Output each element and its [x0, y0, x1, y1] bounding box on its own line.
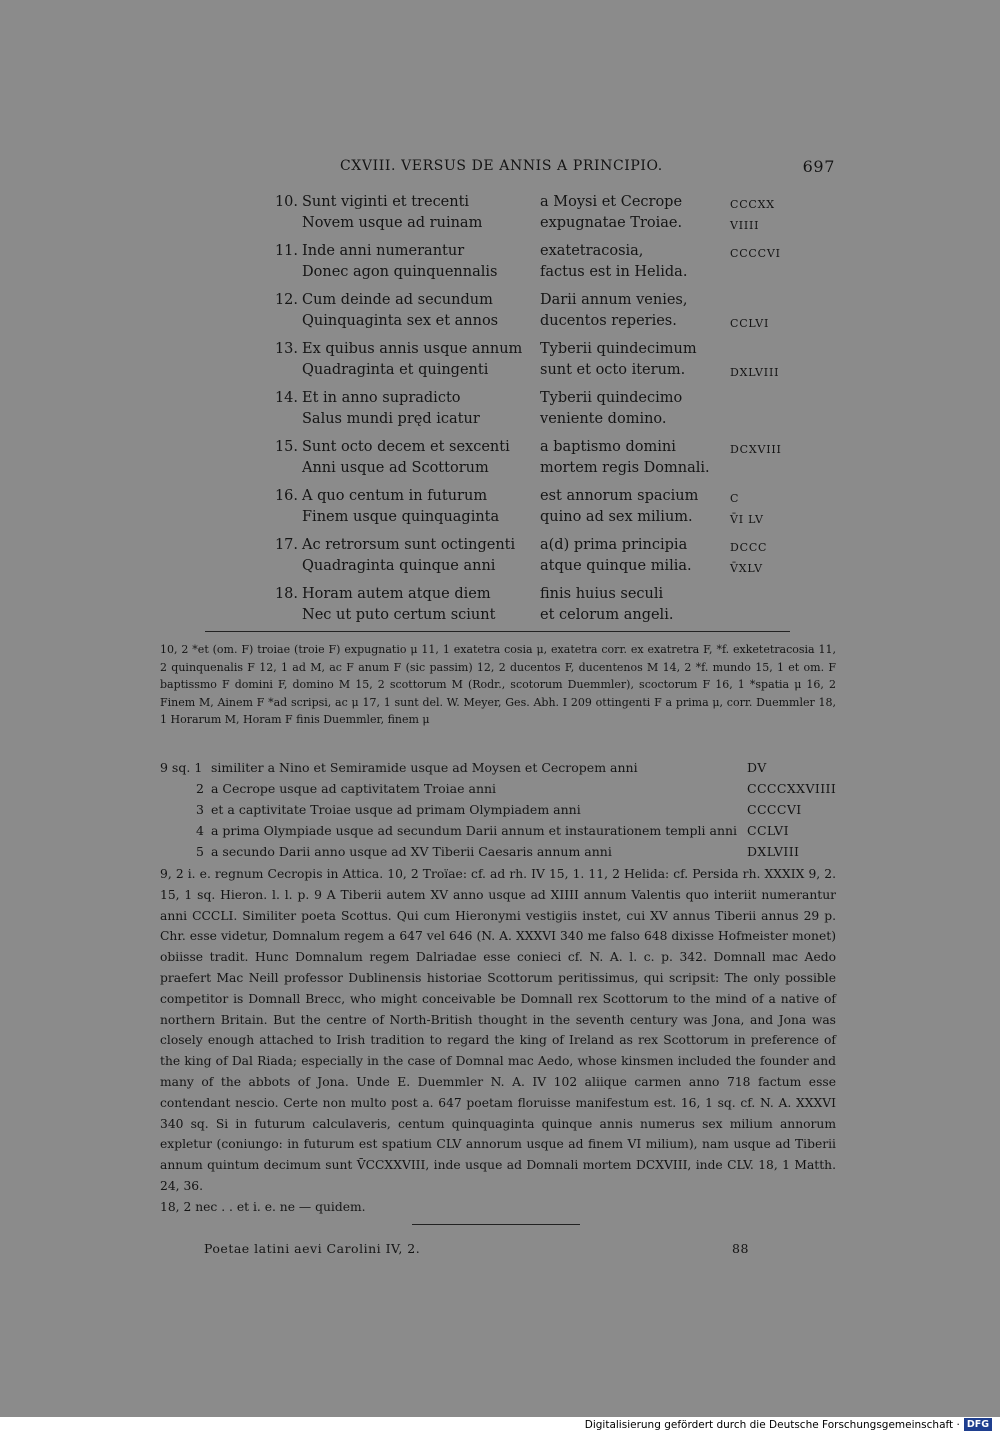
verse-line: Salus mundi pręd icatur [302, 411, 480, 427]
verse-line: et celorum angeli. [540, 607, 674, 623]
verse-line: factus est in Helida. [540, 264, 688, 280]
margin-numeral: DCCC [730, 541, 768, 554]
page-number: 697 [802, 157, 835, 176]
verse-line: Ex quibus annis usque annum [302, 341, 523, 357]
verse-line: sunt et octo iterum. [540, 362, 686, 378]
verse-line: expugnatae Troiae. [540, 215, 683, 231]
margin-numeral: V̄I LV [730, 513, 764, 526]
verse-number: 12. [274, 292, 298, 308]
row-text: a secundo Darii anno usque ad XV Tiberii Caesaris annum anni [211, 844, 612, 859]
verse-line: veniente domino. [540, 411, 667, 427]
verse-number: 16. [274, 488, 298, 504]
critical-apparatus [160, 641, 836, 729]
dfg-logo: DFG [964, 1418, 992, 1431]
computation-row [160, 823, 836, 844]
row-index: 4 [196, 823, 204, 838]
row-text: similiter a Nino et Semiramide usque ad Moysen et Cecropem anni [211, 760, 638, 775]
verse-line: Quinquaginta sex et annos [302, 313, 499, 329]
verse-number: 13. [274, 341, 298, 357]
verse-line: Tyberii quindecimum [540, 341, 697, 357]
margin-numeral: CCLVI [730, 317, 770, 330]
commentary-paragraph: 9, 2 i. e. regnum Cecropis in Attica. 10, 2 Troïae: cf. ad rh. IV 15, 1. 11, 2 Helida: cf. Persida rh. XXXIX 9, 2. 15, 1 sq. Hieron. l. l. p. 9 A Tiberii autem XV anno usque ad XIIII annum Valentis quo interiit numerantur anni CCCLI. Similiter poeta Scottus. Qui cum Hieronymi vestigiis instet, cui XV annus Tiberii annus 29 p. Chr. esse videtur, Domnalum regem a 647 vel 646 (N. A. XXXVI 340 me falso 648 dixisse Hofmeister monet) obiisse tradit. Hunc Domnalum regem Dalriadae esse conieci cf. N. A. l. c. p. 342. Domnall mac Aedo praefert Mac Neill professor Dublinensis historiae Scottorum peritissimus, qui scripsit: The only possible competitor is Domnall Brecc, who might conceivable be Domnall rex Scottorum to the mind of a native of northern Britain. But the centre of North-British thought in the seventh century was Jona, and Jona was closely enough attached to Irish tradition to regard the king of Ireland as rex Scottorum in preference of the king of Dal Riada; especially in the case of Domnal mac Aedo, whose kinsmen included the founder and many of the abbots of Jona. Unde E. Duemmler N. A. IV 102 aliique carmen anno 718 factum esse contendant nescio. Certe non multo post a. 647 poetam floruisse manifestum est. 16, 1 sq. cf. N. A. XXXVI 340 sq. Si in futurum calculaveris, centum quinquaginta quinque annis numerus sex milium annorum expletur (coniungo: in futurum est spatium CLV annorum usque ad finem VI milium), nam usque ad Tiberii annum quintum decimum sunt V̄CCXXVIII, inde usque ad Domnali mortem DCXVIII, inde CLV. 18, 1 Matth. 24, 36. [160, 867, 836, 1193]
row-prefix: 9 sq. [160, 760, 191, 775]
margin-numeral: VIIII [730, 219, 760, 232]
verse-line: Horam autem atque diem [302, 586, 491, 602]
verse-number: 10. [274, 194, 298, 210]
verse-line: A quo centum in futurum [302, 488, 488, 504]
footer-divider [412, 1224, 580, 1225]
margin-numeral: C [730, 492, 740, 505]
digitization-credit [585, 1418, 992, 1434]
computation-table [160, 760, 836, 865]
row-text: et a captivitate Troiae usque ad primam Olympiadem anni [211, 802, 581, 817]
verse-line: Darii annum venies, [540, 292, 688, 308]
commentary-notes [160, 864, 836, 1218]
verse-line: est annorum spacium [540, 488, 699, 504]
apparatus-divider [205, 631, 790, 632]
running-title: CXVIII. VERSUS DE ANNIS A PRINCIPIO. [340, 158, 663, 174]
verse-line: Sunt octo decem et sexcenti [302, 439, 510, 455]
verse-line: a(d) prima principia [540, 537, 688, 553]
verse-line: Tyberii quindecimo [540, 390, 683, 406]
verse-line: ducentos reperies. [540, 313, 677, 329]
verse-stanza [270, 339, 790, 388]
verse-line: Ac retrorsum sunt octingenti [302, 537, 516, 553]
verse-number: 17. [274, 537, 298, 553]
credit-text: Digitalisierung gefördert durch die Deutsche Forschungsgemeinschaft · [584, 1419, 960, 1431]
row-value: CCLVI [747, 823, 789, 838]
row-value: CCCCXXVIIII [747, 781, 837, 796]
verse-stanza [270, 241, 790, 290]
verse-stanza [270, 388, 790, 437]
computation-row [160, 802, 836, 823]
apparatus-text: 10, 2 *et (om. F) troiae (troie F) expugnatio μ 11, 1 exatetra cosia μ, exatetra corr. ex exatretra F, *f. exketetracosia 11, 2 quinquenalis F 12, 1 ad M, ac F anum F (sic passim) 12, 2 ducentos F, ducentenos M 14, 2 *f. mundo 15, 1 et om. F baptissmo F domini F, domino M 15, 2 scottorum M (Rodr., scotorum Duemmler), scoctorum F 16, 1 *spatia μ 16, 2 Finem M, Ainem F *ad scripsi, ac μ 17, 1 sunt del. W. Meyer, Ges. Abh. I 209 ottingenti F a prima μ, corr. Duemmler 18, 1 Horarum M, Horam F finis Duemmler, finem μ [160, 643, 836, 726]
margin-numeral: V̄XLV [730, 562, 763, 575]
verse-line: Anni usque ad Scottorum [302, 460, 489, 476]
verse-stanza [270, 535, 790, 584]
margin-numeral: DXLVIII [730, 366, 780, 379]
row-index: 5 [196, 844, 204, 859]
verse-line: Finem usque quinquaginta [302, 509, 500, 525]
row-text: a Cecrope usque ad captivitatem Troiae anni [211, 781, 497, 796]
row-value: CCCCVI [747, 802, 802, 817]
margin-numeral: CCCCVI [730, 247, 781, 260]
verse-number: 15. [274, 439, 298, 455]
verse-list [270, 192, 790, 633]
computation-row [160, 844, 836, 865]
verse-line: finis huius seculi [540, 586, 664, 602]
row-index: 9 sq. 1 [160, 760, 203, 775]
verse-line: Donec agon quinquennalis [302, 264, 498, 280]
verse-number: 18. [274, 586, 298, 602]
verse-line: a Moysi et Cecrope [540, 194, 683, 210]
verse-line: Cum deinde ad secundum [302, 292, 493, 308]
row-index: 2 [196, 781, 204, 796]
row-text: a prima Olympiade usque ad secundum Darii annum et instaurationem templi anni [211, 823, 738, 838]
margin-numeral: DCXVIII [730, 443, 782, 456]
verse-stanza [270, 486, 790, 535]
series-title: Poetae latini aevi Carolini IV, 2. [204, 1241, 421, 1256]
running-header [160, 157, 835, 179]
verse-line: Nec ut puto certum sciunt [302, 607, 496, 623]
verse-line: Quadraginta et quingenti [302, 362, 489, 378]
verse-line: atque quinque milia. [540, 558, 692, 574]
signature-mark: 88 [732, 1241, 749, 1256]
verse-line: Quadraginta quinque anni [302, 558, 496, 574]
commentary-paragraph: 18, 2 nec . . et i. e. ne — quidem. [160, 1199, 366, 1214]
verse-line: Inde anni numerantur [302, 243, 465, 259]
verse-line: Novem usque ad ruinam [302, 215, 483, 231]
verse-line: mortem regis Domnali. [540, 460, 710, 476]
verse-line: quino ad sex milium. [540, 509, 693, 525]
margin-numeral: CCCXX [730, 198, 775, 211]
computation-row [160, 760, 836, 781]
verse-number: 14. [274, 390, 298, 406]
row-value: DXLVIII [747, 844, 800, 859]
row-value: DV [747, 760, 767, 775]
verse-number: 11. [274, 243, 298, 259]
verse-stanza [270, 584, 790, 633]
verse-stanza [270, 437, 790, 486]
verse-line: Et in anno supradicto [302, 390, 461, 406]
verse-line: a baptismo domini [540, 439, 676, 455]
verse-line: Sunt viginti et trecenti [302, 194, 470, 210]
computation-row [160, 781, 836, 802]
verse-line: exatetracosia, [540, 243, 644, 259]
row-index: 3 [196, 802, 204, 817]
verse-stanza [270, 290, 790, 339]
verse-stanza [270, 192, 790, 241]
